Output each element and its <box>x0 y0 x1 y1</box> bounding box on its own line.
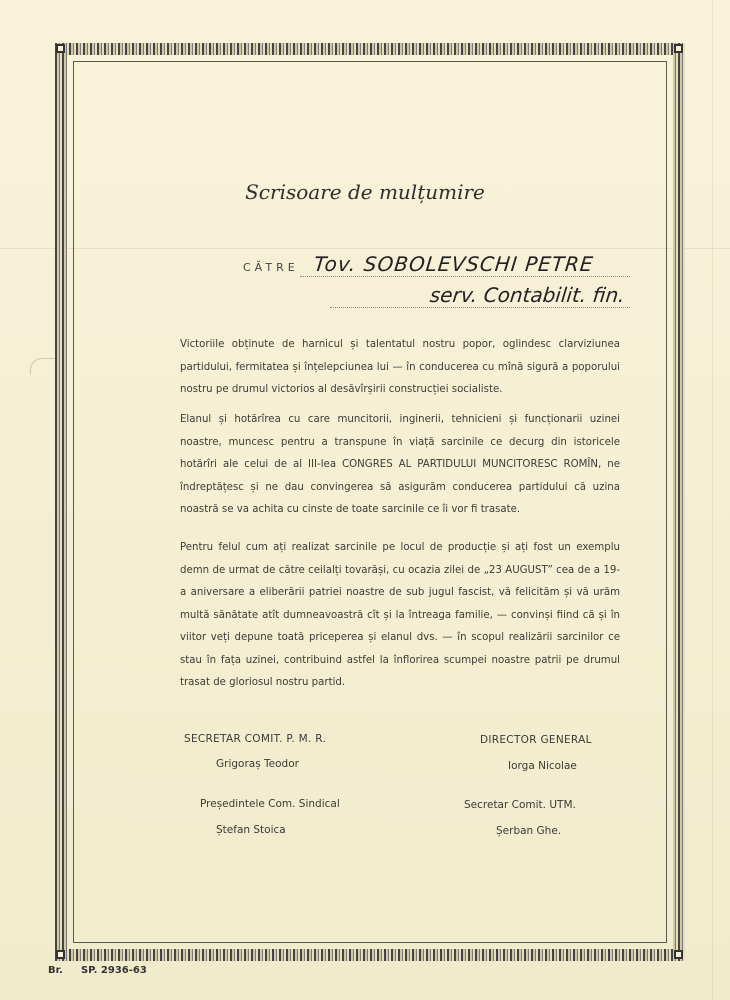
border-corner <box>674 44 683 53</box>
signature-title-director: DIRECTOR GENERAL <box>480 734 592 746</box>
border-corner <box>56 44 65 53</box>
signature-title-utm: Secretar Comit. UTM. <box>464 799 576 811</box>
print-reference-label: Br. <box>48 965 63 976</box>
print-reference-code: SP. 2936-63 <box>80 965 147 976</box>
signature-name-utm: Șerban Ghe. <box>496 825 562 837</box>
document-title: Scrisoare de mulțumire <box>245 180 485 204</box>
signature-name-pmr: Grigoraș Teodor <box>216 758 299 770</box>
signature-title-sindicat: Președintele Com. Sindical <box>200 798 340 810</box>
paragraph-1: Victoriile obținute de harnicul și talentatul nostru popor, oglindesc clarviziunea partidului, fermitatea și înțelepciunea lui — în conducerea cu mînă sigură a poporului nostru pe drumul victorios al desăvîrșirii construcției socialiste. <box>180 339 620 395</box>
recipient-prefix: CĂTRE <box>243 261 299 274</box>
punch-mark <box>30 358 55 375</box>
signature-title-pmr: SECRETAR COMIT. P. M. R. <box>184 733 327 745</box>
border-corner <box>674 950 683 959</box>
border-corner <box>56 950 65 959</box>
signature-name-director: Iorga Nicolae <box>508 760 577 772</box>
print-reference <box>48 965 165 976</box>
recipient-department: serv. Contabilit. fin. <box>428 283 626 307</box>
department-dotted-line <box>330 306 630 308</box>
paragraph-2: Elanul și hotărîrea cu care muncitorii, inginerii, tehnicieni și funcționarii uzinei noastre, muncesc pentru a transpune în viață sarcinile ce decurg din istoricele hotărîri ale celui de al III-lea CONGRES AL PARTIDULUI MUNCITORESC ROMÎN, ne îndreptățesc și ne dau convingerea să asigurăm conducerea partidului că uzina noastră se va achita cu cinste de toate sarcinile ce îi vor fi trasate. <box>180 414 620 515</box>
recipient-name: Tov. SOBOLEVSCHI PETRE <box>312 252 595 276</box>
paragraph-3: Pentru felul cum ați realizat sarcinile pe locul de producție și ați fost un exemplu demn de urmat de către ceilalți tovarăși, cu ocazia zilei de „23 AUGUST” cea de a 19-a aniversare a eliberării patriei noastre de sub jugul fascist, vă felicităm și vă urăm multă sănătate atît dumneavoastră cît și la întreaga familie, — convinși fiind că și în viitor veți depune toată priceperea și elanul dvs. — în scopul realizării sarcinilor ce stau în fața uzinei, contribuind astfel la înflorirea scumpei noastre patrii pe drumul trasat de gloriosul nostru partid. <box>180 542 620 688</box>
recipient-row <box>243 252 593 276</box>
fold-crease-vertical <box>712 0 713 1000</box>
recipient-dotted-line <box>300 275 630 277</box>
signature-name-sindicat: Ștefan Stoica <box>216 824 286 836</box>
